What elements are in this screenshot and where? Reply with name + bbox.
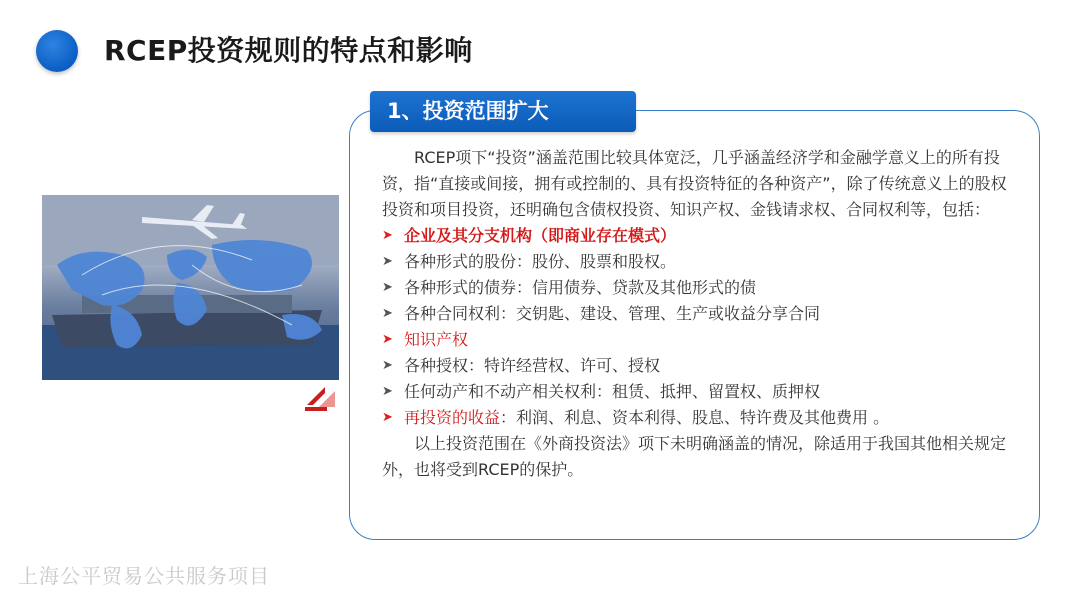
list-item: ➤ 再投资的收益：利润、利息、资本利得、股息、特许费及其他费用 。 — [382, 405, 1012, 431]
intro-paragraph: RCEP项下“投资”涵盖范围比较具体宽泛，几乎涵盖经济学和金融学意义上的所有投资，指“直接或间接，拥有或控制的、具有投资特征的各种资产”，除了传统意义上的股权投资和项目投资，还明确包含债权投资、知识产权、金钱请求权、合同权利等，包括： — [382, 148, 1007, 219]
page-title: RCEP投资规则的特点和影响 — [104, 34, 473, 67]
footer-watermark: 上海公平贸易公共服务项目 — [18, 564, 270, 588]
list-item: ➤ 知识产权 — [382, 327, 1012, 353]
arrowhead-bullet-icon: ➤ — [382, 254, 393, 269]
title-marker-icon — [36, 30, 78, 72]
world-trade-photo — [42, 195, 339, 380]
list-item: ➤ 企业及其分支机构（即商业存在模式） — [382, 223, 1012, 249]
highlight-term: 再投资的收益 — [404, 408, 501, 427]
list-item: ➤ 各种形式的债券：信用债券、贷款及其他形式的债 — [382, 275, 1012, 301]
conclusion-paragraph: 以上投资范围在《外商投资法》项下未明确涵盖的情况，除适用于我国其他相关规定外，也将受到RCEP的保护。 — [382, 434, 1007, 479]
arrowhead-bullet-icon: ➤ — [382, 384, 393, 399]
arrowhead-bullet-icon: ➤ — [382, 280, 393, 295]
arrowhead-bullet-icon: ➤ — [382, 332, 393, 347]
arrowhead-bullet-icon: ➤ — [382, 306, 393, 321]
corner-decoration-icon — [305, 385, 343, 413]
arrowhead-bullet-icon: ➤ — [382, 410, 393, 425]
content-body — [382, 145, 1012, 483]
list-item: ➤ 各种合同权利：交钥匙、建设、管理、生产或收益分享合同 — [382, 301, 1012, 327]
list-item: ➤ 各种授权：特许经营权、许可、授权 — [382, 353, 1012, 379]
arrowhead-bullet-icon: ➤ — [382, 358, 393, 373]
arrowhead-bullet-icon: ➤ — [382, 228, 393, 243]
list-item: ➤ 任何动产和不动产相关权利：租赁、抵押、留置权、质押权 — [382, 379, 1012, 405]
list-item: ➤ 各种形式的股份：股份、股票和股权。 — [382, 249, 1012, 275]
section-tab: 1、投资范围扩大 — [370, 91, 636, 132]
